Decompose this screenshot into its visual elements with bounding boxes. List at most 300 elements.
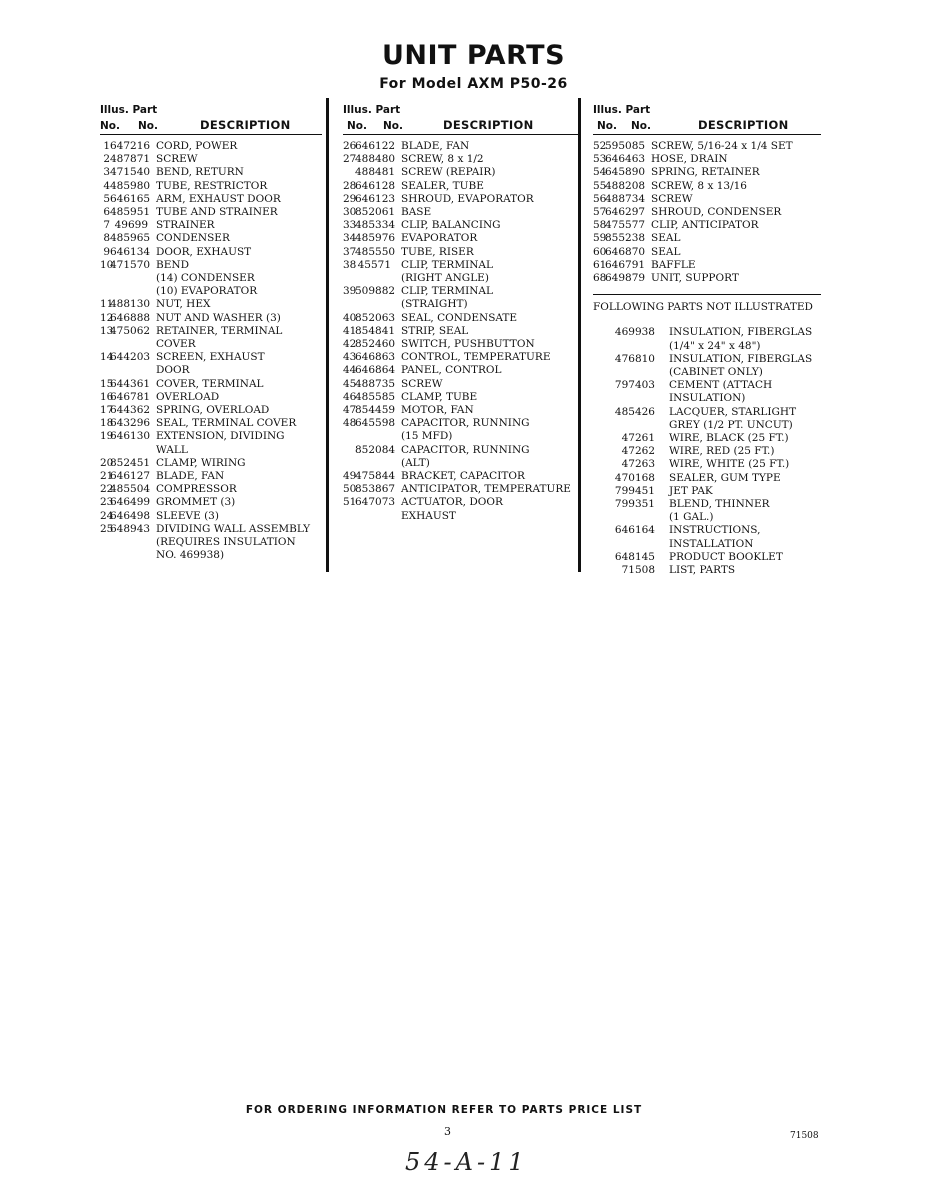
illus-number (343, 444, 355, 457)
part-number: 646297 (605, 206, 646, 219)
illus-number: 48 (343, 417, 357, 430)
part-number: 646463 (605, 153, 646, 166)
illus-number: 21 (100, 470, 114, 483)
part-number: 45571 (357, 258, 391, 271)
table-row (343, 180, 578, 193)
part-number: 646863 (355, 351, 396, 364)
table-row (100, 140, 322, 153)
illus-number (343, 457, 355, 470)
table-row (343, 470, 578, 483)
part-number (593, 511, 655, 524)
part-description: ARM, EXHAUST DOOR (156, 192, 281, 205)
table-row (100, 457, 322, 470)
table-row (343, 364, 578, 377)
part-description: SEALER, TUBE (401, 179, 484, 192)
table-row (343, 444, 578, 457)
parts-list (593, 140, 821, 285)
part-description: EXHAUST (401, 509, 456, 522)
table-row (100, 206, 322, 219)
part-number: 488734 (605, 192, 646, 205)
part-number: 646870 (605, 245, 646, 258)
illus-number: 33 (343, 219, 357, 232)
table-row (593, 419, 821, 432)
header-illus-part: Illus. Part (593, 104, 651, 116)
column-divider (578, 98, 581, 572)
header-illus-part: Illus. Part (100, 104, 158, 116)
table-row (343, 140, 578, 153)
part-description: BLADE, FAN (156, 470, 225, 483)
header-description: DESCRIPTION (200, 118, 291, 132)
table-row (100, 338, 322, 351)
table-row (100, 219, 322, 232)
illus-number: 37 (343, 245, 357, 258)
handwritten-note: 54-A-11 (405, 1148, 528, 1176)
illus-number: 40 (343, 311, 357, 324)
table-row (593, 353, 821, 366)
part-description: WIRE, WHITE (25 FT.) (669, 458, 790, 471)
table-row (343, 272, 578, 285)
illus-number: 13 (100, 324, 114, 337)
illus-number: 47 (343, 404, 357, 417)
illus-number: 49 (343, 470, 357, 483)
part-description: SCREW (156, 153, 198, 166)
table-row (343, 259, 578, 272)
illus-number: 7 (103, 219, 110, 232)
part-number: 476810 (614, 352, 655, 365)
page-number: 3 (444, 1125, 451, 1138)
table-row (593, 193, 821, 206)
table-row (100, 351, 322, 364)
part-description: (ALT) (401, 456, 430, 469)
part-number: 852084 (355, 443, 396, 456)
part-description: SCREW, 8 x 1/2 (401, 153, 484, 166)
table-row (593, 538, 821, 551)
illus-number: 28 (343, 179, 357, 192)
illus-number: 9 (103, 245, 110, 258)
part-number: 595085 (605, 140, 646, 152)
part-number: 855238 (605, 232, 646, 245)
part-number: 487871 (110, 153, 151, 166)
part-description: COMPRESSOR (156, 483, 237, 496)
part-number: 47262 (621, 445, 655, 458)
illus-number (343, 510, 355, 523)
part-description: SPRING, RETAINER (651, 166, 760, 179)
part-description: CEMENT (ATTACH (669, 379, 773, 392)
illus-number (100, 364, 110, 377)
table-row (593, 406, 821, 419)
part-number: 646864 (355, 364, 396, 377)
part-description: INSULATION, FIBERGLAS (669, 352, 813, 365)
header-illus-no: No. (597, 120, 617, 132)
part-description: ACTUATOR, DOOR (401, 496, 503, 509)
illus-number: 57 (593, 206, 607, 219)
part-number (355, 298, 391, 311)
part-description: (CABINET ONLY) (669, 366, 763, 379)
table-row (100, 259, 322, 272)
part-number: 644203 (110, 351, 151, 364)
part-description: MOTOR, FAN (401, 404, 474, 417)
illus-number: 43 (343, 351, 357, 364)
illus-number: 25 (100, 522, 114, 535)
table-row (593, 485, 821, 498)
not-illustrated-heading: FOLLOWING PARTS NOT ILLUSTRATED (593, 294, 821, 314)
part-number: 469938 (614, 326, 655, 339)
part-description: TUBE, RISER (401, 245, 474, 258)
part-description: SEAL (651, 232, 681, 245)
part-number: 71508 (621, 564, 655, 577)
header-description: DESCRIPTION (698, 118, 789, 132)
part-number: 799451 (614, 484, 655, 497)
header-part-no: No. (631, 120, 651, 132)
table-row (343, 404, 578, 417)
part-number: 475844 (355, 470, 396, 483)
part-description: DOOR (156, 364, 190, 377)
part-number: 485585 (355, 390, 396, 403)
part-number: 648943 (110, 522, 151, 535)
header-part-no: No. (138, 120, 158, 132)
part-description: GROMMET (3) (156, 496, 236, 509)
illus-number: 59 (593, 232, 607, 245)
header-part-no: No. (383, 120, 403, 132)
part-number (355, 272, 391, 285)
table-row (343, 483, 578, 496)
table-row (593, 272, 821, 285)
table-row (100, 417, 322, 430)
part-description: SLEEVE (3) (156, 509, 219, 522)
part-number: 49699 (114, 219, 148, 232)
part-number: 643296 (110, 417, 151, 430)
part-number (110, 444, 148, 457)
part-description: SHROUD, EVAPORATOR (401, 192, 534, 205)
part-description: INSULATION) (669, 392, 746, 405)
part-description: CONTROL, TEMPERATURE (401, 351, 551, 364)
illus-number: 22 (100, 483, 114, 496)
part-description: ANTICIPATOR, TEMPERATURE (401, 483, 571, 496)
table-row (593, 326, 821, 339)
table-row (593, 153, 821, 166)
part-number: 488130 (110, 298, 151, 311)
illus-number: 24 (100, 509, 114, 522)
part-number: 646130 (110, 430, 151, 443)
table-row (100, 444, 322, 457)
header-illus-no: No. (347, 120, 367, 132)
table-row (100, 364, 322, 377)
table-row (343, 510, 578, 523)
part-description: (REQUIRES INSULATION (156, 536, 296, 549)
table-row (100, 312, 322, 325)
part-number: 485951 (110, 206, 151, 219)
part-description: EXTENSION, DIVIDING (156, 430, 285, 443)
part-number (355, 430, 391, 443)
part-description: (1/4" x 24" x 48") (669, 339, 761, 352)
illus-number: 38 (343, 258, 357, 271)
table-row (593, 445, 821, 458)
header-description: DESCRIPTION (443, 118, 534, 132)
table-row (593, 392, 821, 405)
part-number: 645598 (355, 417, 396, 430)
illus-number (100, 272, 110, 285)
part-description: EVAPORATOR (401, 232, 478, 245)
table-row (593, 246, 821, 259)
table-row (593, 259, 821, 272)
table-row (343, 298, 578, 311)
part-number: 475062 (110, 324, 151, 337)
part-number: 646164 (614, 524, 655, 537)
illus-number: 45 (343, 377, 357, 390)
part-description: OVERLOAD (156, 390, 220, 403)
part-description: BEND (156, 258, 189, 271)
part-number (593, 392, 655, 405)
part-number: 470168 (614, 471, 655, 484)
part-number: 485334 (355, 219, 396, 232)
table-row (343, 325, 578, 338)
part-description: (RIGHT ANGLE) (401, 272, 489, 285)
part-number: 853867 (355, 483, 396, 496)
part-number: 475577 (605, 219, 646, 232)
table-row (593, 140, 821, 153)
part-description: LACQUER, STARLIGHT (669, 405, 797, 418)
table-row (343, 351, 578, 364)
part-number: 485504 (110, 483, 151, 496)
part-number: 646165 (110, 192, 151, 205)
illus-number: 58 (593, 219, 607, 232)
part-description: (15 MFD) (401, 430, 453, 443)
part-number (593, 419, 655, 432)
table-row (100, 180, 322, 193)
column-header (100, 103, 322, 135)
illus-number: 44 (343, 364, 357, 377)
part-description: BEND, RETURN (156, 166, 244, 179)
illus-number: 60 (593, 245, 607, 258)
part-description: STRIP, SEAL (401, 324, 469, 337)
illus-number (100, 285, 110, 298)
table-row (100, 496, 322, 509)
model-subtitle: For Model AXM P50-26 (379, 76, 568, 92)
illus-number (343, 166, 355, 179)
table-row (343, 153, 578, 166)
table-row (593, 206, 821, 219)
part-description: CONDENSER (156, 232, 230, 245)
part-description: SEAL, CONDENSATE (401, 311, 518, 324)
table-row (100, 153, 322, 166)
table-row (343, 219, 578, 232)
table-row (100, 404, 322, 417)
part-number: 854841 (355, 324, 396, 337)
part-description: SEALER, GUM TYPE (669, 471, 781, 484)
illus-number: 54 (593, 166, 607, 179)
illus-number: 34 (343, 232, 357, 245)
table-row (100, 325, 322, 338)
table-row (593, 166, 821, 179)
illus-number: 18 (100, 417, 114, 430)
part-number (110, 364, 148, 377)
table-row (343, 166, 578, 179)
part-description: BLEND, THINNER (669, 498, 770, 511)
not-illustrated-list (593, 326, 821, 577)
table-row (593, 511, 821, 524)
table-row (593, 551, 821, 564)
part-number: 509882 (355, 285, 396, 298)
illus-number: 23 (100, 496, 114, 509)
table-row (343, 417, 578, 430)
table-row (100, 430, 322, 443)
part-description: TUBE AND STRAINER (156, 206, 278, 219)
part-description: (STRAIGHT) (401, 298, 468, 311)
part-number (110, 549, 148, 562)
part-number (110, 338, 148, 351)
part-description: SCREW (401, 377, 443, 390)
part-number (355, 510, 391, 523)
part-number: 646122 (355, 140, 396, 152)
table-row (100, 523, 322, 536)
table-row (343, 246, 578, 259)
part-description: BASE (401, 206, 432, 219)
table-row (343, 378, 578, 391)
table-row (593, 472, 821, 485)
part-description: COVER, TERMINAL (156, 377, 264, 390)
illus-number: 3 (103, 166, 110, 179)
part-number: 485426 (614, 405, 655, 418)
part-number: 488481 (355, 166, 396, 179)
illus-number: 4 (103, 179, 110, 192)
table-row (343, 338, 578, 351)
table-row (593, 366, 821, 379)
part-number: 485976 (355, 232, 396, 245)
part-description: BRACKET, CAPACITOR (401, 470, 525, 483)
part-description: CLIP, TERMINAL (401, 258, 493, 271)
table-row (343, 496, 578, 509)
illus-number: 46 (343, 390, 357, 403)
table-row (343, 391, 578, 404)
table-row (100, 272, 322, 285)
part-number: 799351 (614, 498, 655, 511)
part-number: 644362 (110, 404, 151, 417)
part-description: (14) CONDENSER (156, 272, 255, 285)
part-description: CLIP, BALANCING (401, 219, 501, 232)
part-description: SEAL, TERMINAL COVER (156, 417, 297, 430)
illus-number (343, 430, 355, 443)
part-description: SCREEN, EXHAUST (156, 351, 265, 364)
part-description: WIRE, BLACK (25 FT.) (669, 432, 789, 445)
part-description: DOOR, EXHAUST (156, 245, 252, 258)
part-description: CLIP, TERMINAL (401, 285, 493, 298)
part-number: 852451 (110, 456, 151, 469)
illus-number: 8 (103, 232, 110, 245)
part-description: CAPACITOR, RUNNING (401, 417, 530, 430)
part-description: BLADE, FAN (401, 140, 470, 152)
part-number: 648145 (614, 550, 655, 563)
part-number: 471540 (110, 166, 151, 179)
document-number: 71508 (790, 1131, 819, 1141)
part-number: 646128 (355, 179, 396, 192)
part-description: SCREW, 8 x 13/16 (651, 179, 747, 192)
table-row (593, 379, 821, 392)
illus-number: 6 (103, 206, 110, 219)
part-description: SEAL (651, 245, 681, 258)
ordering-footer: FOR ORDERING INFORMATION REFER TO PARTS PRICE LIST (245, 1104, 643, 1116)
illus-number: 56 (593, 192, 607, 205)
table-row (100, 391, 322, 404)
illus-number: 16 (100, 390, 114, 403)
table-row (593, 232, 821, 245)
table-row (100, 166, 322, 179)
part-number: 488480 (355, 153, 396, 166)
table-row (100, 232, 322, 245)
table-row (593, 564, 821, 577)
illus-number: 30 (343, 206, 357, 219)
part-number: 852460 (355, 338, 396, 351)
part-description: SCREW, 5/16-24 x 1/4 SET (651, 140, 793, 152)
page-title: UNIT PARTS (381, 40, 566, 71)
table-row (593, 432, 821, 445)
illus-number: 10 (100, 258, 114, 271)
part-number: 647073 (355, 496, 396, 509)
part-description: INSULATION, FIBERGLAS (669, 326, 813, 339)
illus-number: 55 (593, 179, 607, 192)
illus-number: 52 (593, 140, 607, 152)
part-description: DIVIDING WALL ASSEMBLY (156, 522, 311, 535)
part-number: 471570 (110, 258, 151, 271)
parts-list (343, 140, 578, 523)
part-number: 646791 (605, 258, 646, 271)
illus-number: 1 (103, 140, 110, 152)
part-description: GREY (1/2 PT. UNCUT) (669, 418, 793, 431)
table-row (100, 483, 322, 496)
part-description: CLAMP, TUBE (401, 390, 478, 403)
part-number (355, 457, 391, 470)
illus-number: 11 (100, 298, 114, 311)
part-number: 646134 (110, 245, 151, 258)
part-description: PANEL, CONTROL (401, 364, 502, 377)
part-description: INSTALLATION (669, 537, 754, 550)
illus-number: 5 (103, 192, 110, 205)
part-number: 852061 (355, 206, 396, 219)
part-number: 646123 (355, 192, 396, 205)
table-row (343, 312, 578, 325)
part-description: SWITCH, PUSHBUTTON (401, 338, 535, 351)
table-row (343, 232, 578, 245)
illus-number: 42 (343, 338, 357, 351)
part-number: 646781 (110, 390, 151, 403)
part-description: CAPACITOR, RUNNING (401, 443, 530, 456)
illus-number: 12 (100, 311, 114, 324)
part-number: 649879 (605, 272, 646, 285)
part-number: 647216 (110, 140, 151, 152)
table-row (593, 180, 821, 193)
part-description: UNIT, SUPPORT (651, 272, 739, 285)
illus-number (100, 338, 110, 351)
part-description: INSTRUCTIONS, (669, 524, 761, 537)
illus-number (343, 272, 355, 285)
part-description: SPRING, OVERLOAD (156, 404, 270, 417)
part-number: 47263 (621, 458, 655, 471)
illus-number: 26 (343, 140, 357, 152)
table-row (100, 378, 322, 391)
part-description: CLAMP, WIRING (156, 456, 246, 469)
part-number: 797403 (614, 379, 655, 392)
part-number: 646498 (110, 509, 151, 522)
part-description: SHROUD, CONDENSER (651, 206, 782, 219)
table-row (100, 536, 322, 549)
illus-number: 29 (343, 192, 357, 205)
part-description: SCREW (REPAIR) (401, 166, 496, 179)
column-divider (326, 98, 329, 572)
part-description: SCREW (651, 192, 693, 205)
part-description: JET PAK (669, 484, 713, 497)
table-row (100, 510, 322, 523)
table-row (593, 524, 821, 537)
parts-column-3 (593, 103, 821, 577)
